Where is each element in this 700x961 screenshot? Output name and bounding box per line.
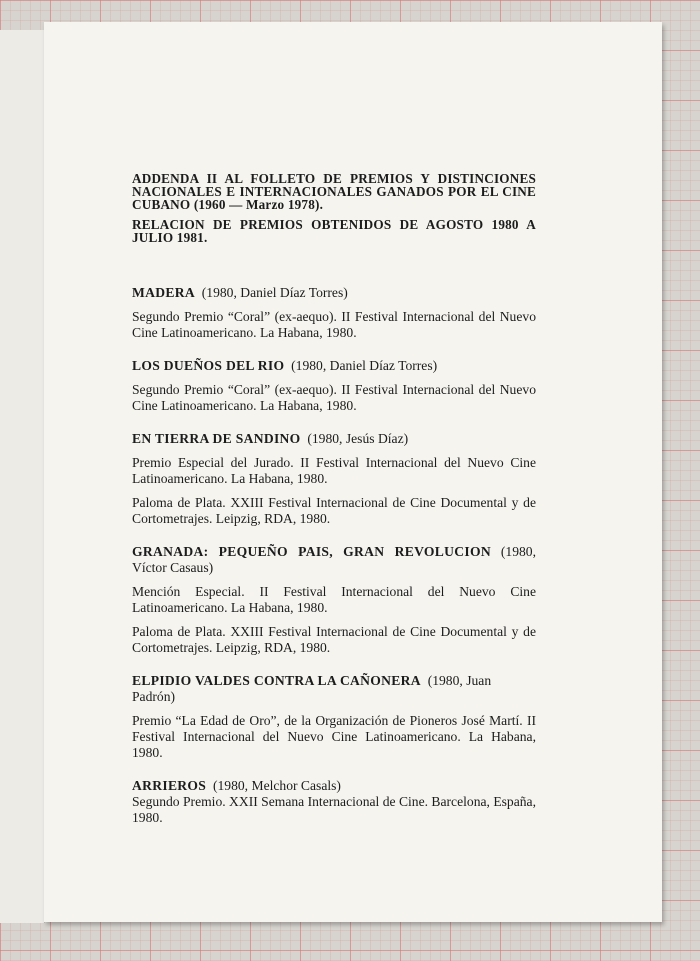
award-text: Segundo Premio “Coral” (ex-aequo). II Festival Internacional del Nuevo Cine Latinoamericano. La Habana, 1980. [132,309,536,340]
award-text: Premio “La Edad de Oro”, de la Organización de Pioneros José Martí. II Festival Internacional del Nuevo Cine Latinoamericano. La Habana, 1980. [132,713,536,760]
film-credit: (1980, Víctor Casaus) [132,544,537,575]
film-title: LOS DUEÑOS DEL RIO [132,358,285,373]
film-entry-elpidio-valdes [132,673,536,761]
film-title: ELPIDIO VALDES CONTRA LA CAÑONERA [132,673,421,688]
addenda-heading: ADDENDA II AL FOLLETO DE PREMIOS Y DISTINCIONES NACIONALES E INTERNACIONALES GANADOS POR EL CINE CUBANO (1960 — Marzo 1978). [132,171,536,212]
award-text: Mención Especial. II Festival Internacional del Nuevo Cine Latinoamericano. La Habana, 1980. [132,584,536,615]
film-credit: (1980, Daniel Díaz Torres) [291,358,438,373]
page-content [132,172,536,826]
film-credit: (1980, Juan Padrón) [132,673,492,704]
award-text: Paloma de Plata. XXIII Festival Internacional de Cine Documental y de Cortometrajes. Leipzig, RDA, 1980. [132,495,536,526]
film-title: ARRIEROS [132,778,207,793]
film-entry-madera [132,285,536,341]
film-credit: (1980, Daniel Díaz Torres) [201,285,348,300]
film-entry-en-tierra-de-sandino [132,431,536,527]
document-page [44,22,662,922]
award-text: Paloma de Plata. XXIII Festival Internacional de Cine Documental y de Cortometrajes. Leipzig, RDA, 1980. [132,624,536,655]
film-credit: (1980, Melchor Casals) [212,778,341,793]
film-title: EN TIERRA DE SANDINO [132,431,301,446]
film-credit: (1980, Jesús Díaz) [307,431,409,446]
film-title: MADERA [132,285,195,300]
award-text: Segundo Premio “Coral” (ex-aequo). II Festival Internacional del Nuevo Cine Latinoamericano. La Habana, 1980. [132,382,536,413]
relacion-heading: RELACION DE PREMIOS OBTENIDOS DE AGOSTO 1980 A JULIO 1981. [132,217,536,245]
film-entry-los-duenos-del-rio [132,358,536,414]
film-entry-arrieros [132,778,536,826]
left-page-edge [0,30,45,923]
award-text: Segundo Premio. XXII Semana Internacional de Cine. Barcelona, España, 1980. [132,794,536,825]
film-entry-granada [132,544,536,656]
film-title: GRANADA: PEQUEÑO PAIS, GRAN REVOLUCION [132,544,491,559]
award-text: Premio Especial del Jurado. II Festival Internacional del Nuevo Cine Latinoamericano. La Habana, 1980. [132,455,536,486]
